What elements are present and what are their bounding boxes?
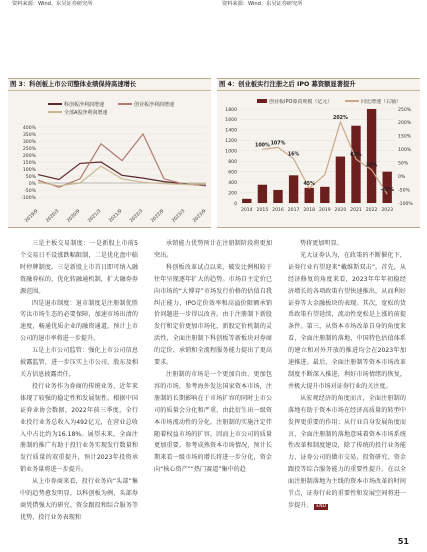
data-label: 107% xyxy=(270,141,286,147)
paragraph: 投行业务作为券商的传统业务，近年来体现了较强的稳定性和发展韧性。根据中国证券业协会数据，2022年前三季度，全行业投行业务总收入为492亿元，在营业总收入中占比约为16.18%。展望未来，全面注册制的推广有助于投行业务实现发行数量和发行质量的双重提升，预计2023年投资承销业务量将进一步提升。 xyxy=(20,382,138,474)
paragraph: 势将更加明显。 xyxy=(300,240,343,247)
bar xyxy=(273,190,282,203)
x-tick-label: 2021/9 xyxy=(108,208,124,224)
y2-tick-label: 0% xyxy=(398,174,406,180)
figure-4 xyxy=(217,78,420,228)
paragraph: 从上市券商来看，投行业务向“头部”集中的趋势愈发明显。以科创板为例，头部券商凭借强大的研究、资金跟投和综合服务等优势，投行业务表现和 xyxy=(20,478,138,521)
page-number: 51 xyxy=(397,537,409,546)
y-tick-label: 0% xyxy=(28,181,36,187)
y-tick-label: -50% xyxy=(24,188,36,194)
figure-4-chart xyxy=(217,99,420,225)
x-tick-label: 2020/9 xyxy=(66,208,82,224)
y-tick-label: 300% xyxy=(22,139,36,145)
x-tick-label: 2020 xyxy=(334,208,347,213)
y-tick-label: 1000 xyxy=(225,149,237,155)
x-tick-label: 2023/9 xyxy=(192,208,208,224)
y-tick-label: 1200 xyxy=(225,139,237,145)
x-tick-label: 2021 xyxy=(350,208,362,213)
x-tick-label: 2015 xyxy=(256,208,269,213)
text-column-3 xyxy=(288,238,406,512)
y-tick-label: 0 xyxy=(234,201,237,207)
legend-label: 创业板IPO募资规模（亿元） xyxy=(269,99,333,105)
top-source-right: 资料来源：Wind、东吴证券研究所 xyxy=(222,1,303,7)
figure-4-title: 图 4：创业板实行注册之后 IPO 募资额显著提升 xyxy=(217,79,420,91)
data-label: 202% xyxy=(332,115,348,121)
y-tick-label: 100% xyxy=(22,167,36,173)
text-column-2 xyxy=(154,238,272,476)
x-tick-label: 2018 xyxy=(303,208,316,213)
x-tick-label: 2023 xyxy=(381,208,394,213)
y2-tick-label: -100% xyxy=(398,201,413,207)
bar xyxy=(336,157,345,203)
y-tick-label: 1400 xyxy=(225,128,237,134)
series-line xyxy=(38,162,206,186)
bar xyxy=(258,185,267,203)
y2-tick-label: 200% xyxy=(398,121,412,127)
legend-label: 创业板净利润增速 xyxy=(134,102,175,108)
y-tick-label: 800 xyxy=(228,160,237,166)
y2-tick-label: 100% xyxy=(398,148,412,154)
bar xyxy=(305,188,314,203)
x-tick-label: 2021/3 xyxy=(87,208,103,224)
y-tick-label: 1800 xyxy=(225,107,237,113)
x-tick-label: 2022 xyxy=(365,208,378,213)
legend-label: 同比增速（右轴） xyxy=(361,99,402,105)
y-tick-label: 400 xyxy=(228,180,237,186)
paragraph: 注册制的市场是一个更加自由、更加包容的市场，参考海外发达国家资本市场，注册制的长期影响在于市场扩容的同时上市公司的质量会分化和严重，由此衍生出一级资本市场流动性的分化。注册制的实施注定伴随着权益市场的扩容，因而上市公司的质量更加重要。参考成熟资本市场情况，预计长期来看一级市场的增长将进一步分化，资金向“核心资产”“热门赛道”集中的趋 xyxy=(154,370,272,474)
x-tick-label: 2022/9 xyxy=(150,208,166,224)
figure-3 xyxy=(8,78,211,228)
legend-label: 全部A股净利润增速 xyxy=(64,110,108,116)
y-tick-label: 400% xyxy=(22,125,36,131)
bar xyxy=(242,199,251,203)
text-column-1 xyxy=(20,238,138,524)
data-label: 63% xyxy=(350,153,362,159)
data-label: 24% xyxy=(365,163,378,169)
figure-3-title: 图 3：科创板上市公司整体业绩保持高速增长 xyxy=(8,79,211,91)
paragraph: 三是主板交易制度：一是新股上市前5个交易日不设涨跌幅限制，二是优化盘中临时停牌制度。三是新股上市首日即可纳入融资融券标的，优化转融通机制，扩大融券券源范围。 xyxy=(20,240,138,295)
figure-3-chart xyxy=(8,99,211,225)
x-tick-label: 2023/3 xyxy=(171,208,187,224)
y2-tick-label: 50% xyxy=(398,161,409,167)
paragraph: 科创板改革试点以来，破发比例相较于往年呈现逐年扩大的趋势。市场自主定价已向市场的“大博弈”市场发行价格的估值自我纠正能力，IPO定价效率和高溢价限额承销价问题进一步得以改善。由于注册制下新股发行和定价更加市场化，新股定价机制的灵活性，全面注册制下科创板等新板块对券商的定价、承销和全流程服务能力提出了更高要求。 xyxy=(154,263,272,367)
y-tick-label: 350% xyxy=(22,132,36,138)
y-tick-label: 50% xyxy=(25,174,36,180)
x-tick-label: 2020/3 xyxy=(45,208,61,224)
bar xyxy=(289,175,298,203)
legend-swatch xyxy=(257,99,267,103)
y-tick-label: 200 xyxy=(228,191,237,197)
top-source-left: 资料来源：Wind、东吴证券研究所 xyxy=(12,1,93,7)
x-tick-label: 2022/3 xyxy=(129,208,145,224)
legend-label: 科创板净利润增速 xyxy=(64,102,105,108)
y2-tick-label: -50% xyxy=(398,188,410,194)
bar xyxy=(351,126,360,203)
x-tick-label: 2016 xyxy=(272,208,284,213)
data-label: 16% xyxy=(287,152,300,158)
x-tick-label: 2019/9 xyxy=(24,208,40,224)
y-tick-label: 250% xyxy=(22,146,36,152)
x-tick-label: 2014 xyxy=(240,208,253,213)
paragraph: 从宏观经济的角度而言，全面注册制的落地有助于资本市场在经济高质量的转型中发挥更重要的作用；从行业自身发展角度而言，全面注册制的落地意味着资本市场系统性改革和制度建设，除了传统的投行业务能力，证券公司的做市交易、投资研究、资金跟投等综合服务能力的重要性提升。在以全面注册制落地为主线的资本市场改革的时间节点，证券行业的重要性和发展空间将进一步提升。 END xyxy=(288,394,406,509)
y-tick-label: 200% xyxy=(22,153,36,159)
paragraph: 四是退市制度：退市制度是注册制优胜劣汰市场生态的必要保障，加速市场出清的速度，畅通优质企业的融资通道，预计上市公司的退市率将进一步提升。 xyxy=(20,299,138,343)
end-mark: END xyxy=(316,503,327,509)
y-tick-label: 600 xyxy=(228,170,237,176)
paragraph: 光大证券认为，在政策的不断催化下，证券行业有望迎来“戴维斯双击”。首先，从经济修复的角度来看，2023年年年初稳经济增长的各项政策有望快速推出，从而利好证券等大金融板块的表现。其次，宽松的货币政策有望延续，流动性宽松是上涨的前提条件。第三，从资本市场改革自身的角度来看，全面注册制的落地，中国特色估值体系的建立和对外开放的推进均会在2023年加速推进。最后，全面注册制等资本市场改革制度不断深入推进，利好市场情绪的恢复，并极大提升市场对证券行业的关注度。 xyxy=(288,251,406,390)
paragraph: 五是上市公司监管：强化上市公司信息披露监管，进一步压实上市公司、股东及相关方信息披露责任。 xyxy=(20,347,138,378)
x-tick-label: 2017 xyxy=(287,208,300,213)
y-tick-label: 1600 xyxy=(225,118,237,124)
data-label: 100% xyxy=(254,143,270,149)
y2-tick-label: 250% xyxy=(398,107,412,113)
y2-tick-label: 150% xyxy=(398,134,412,140)
data-label: -67% xyxy=(380,188,394,194)
y-tick-label: -100% xyxy=(21,195,36,201)
y-tick-label: 150% xyxy=(22,160,36,166)
paragraph: 承销能力优势预计在注册制阶段将更加突出。 xyxy=(154,240,272,259)
data-label: 45% xyxy=(303,182,315,188)
bar xyxy=(367,109,376,203)
bar xyxy=(320,187,329,203)
x-tick-label: 2019 xyxy=(318,208,331,213)
